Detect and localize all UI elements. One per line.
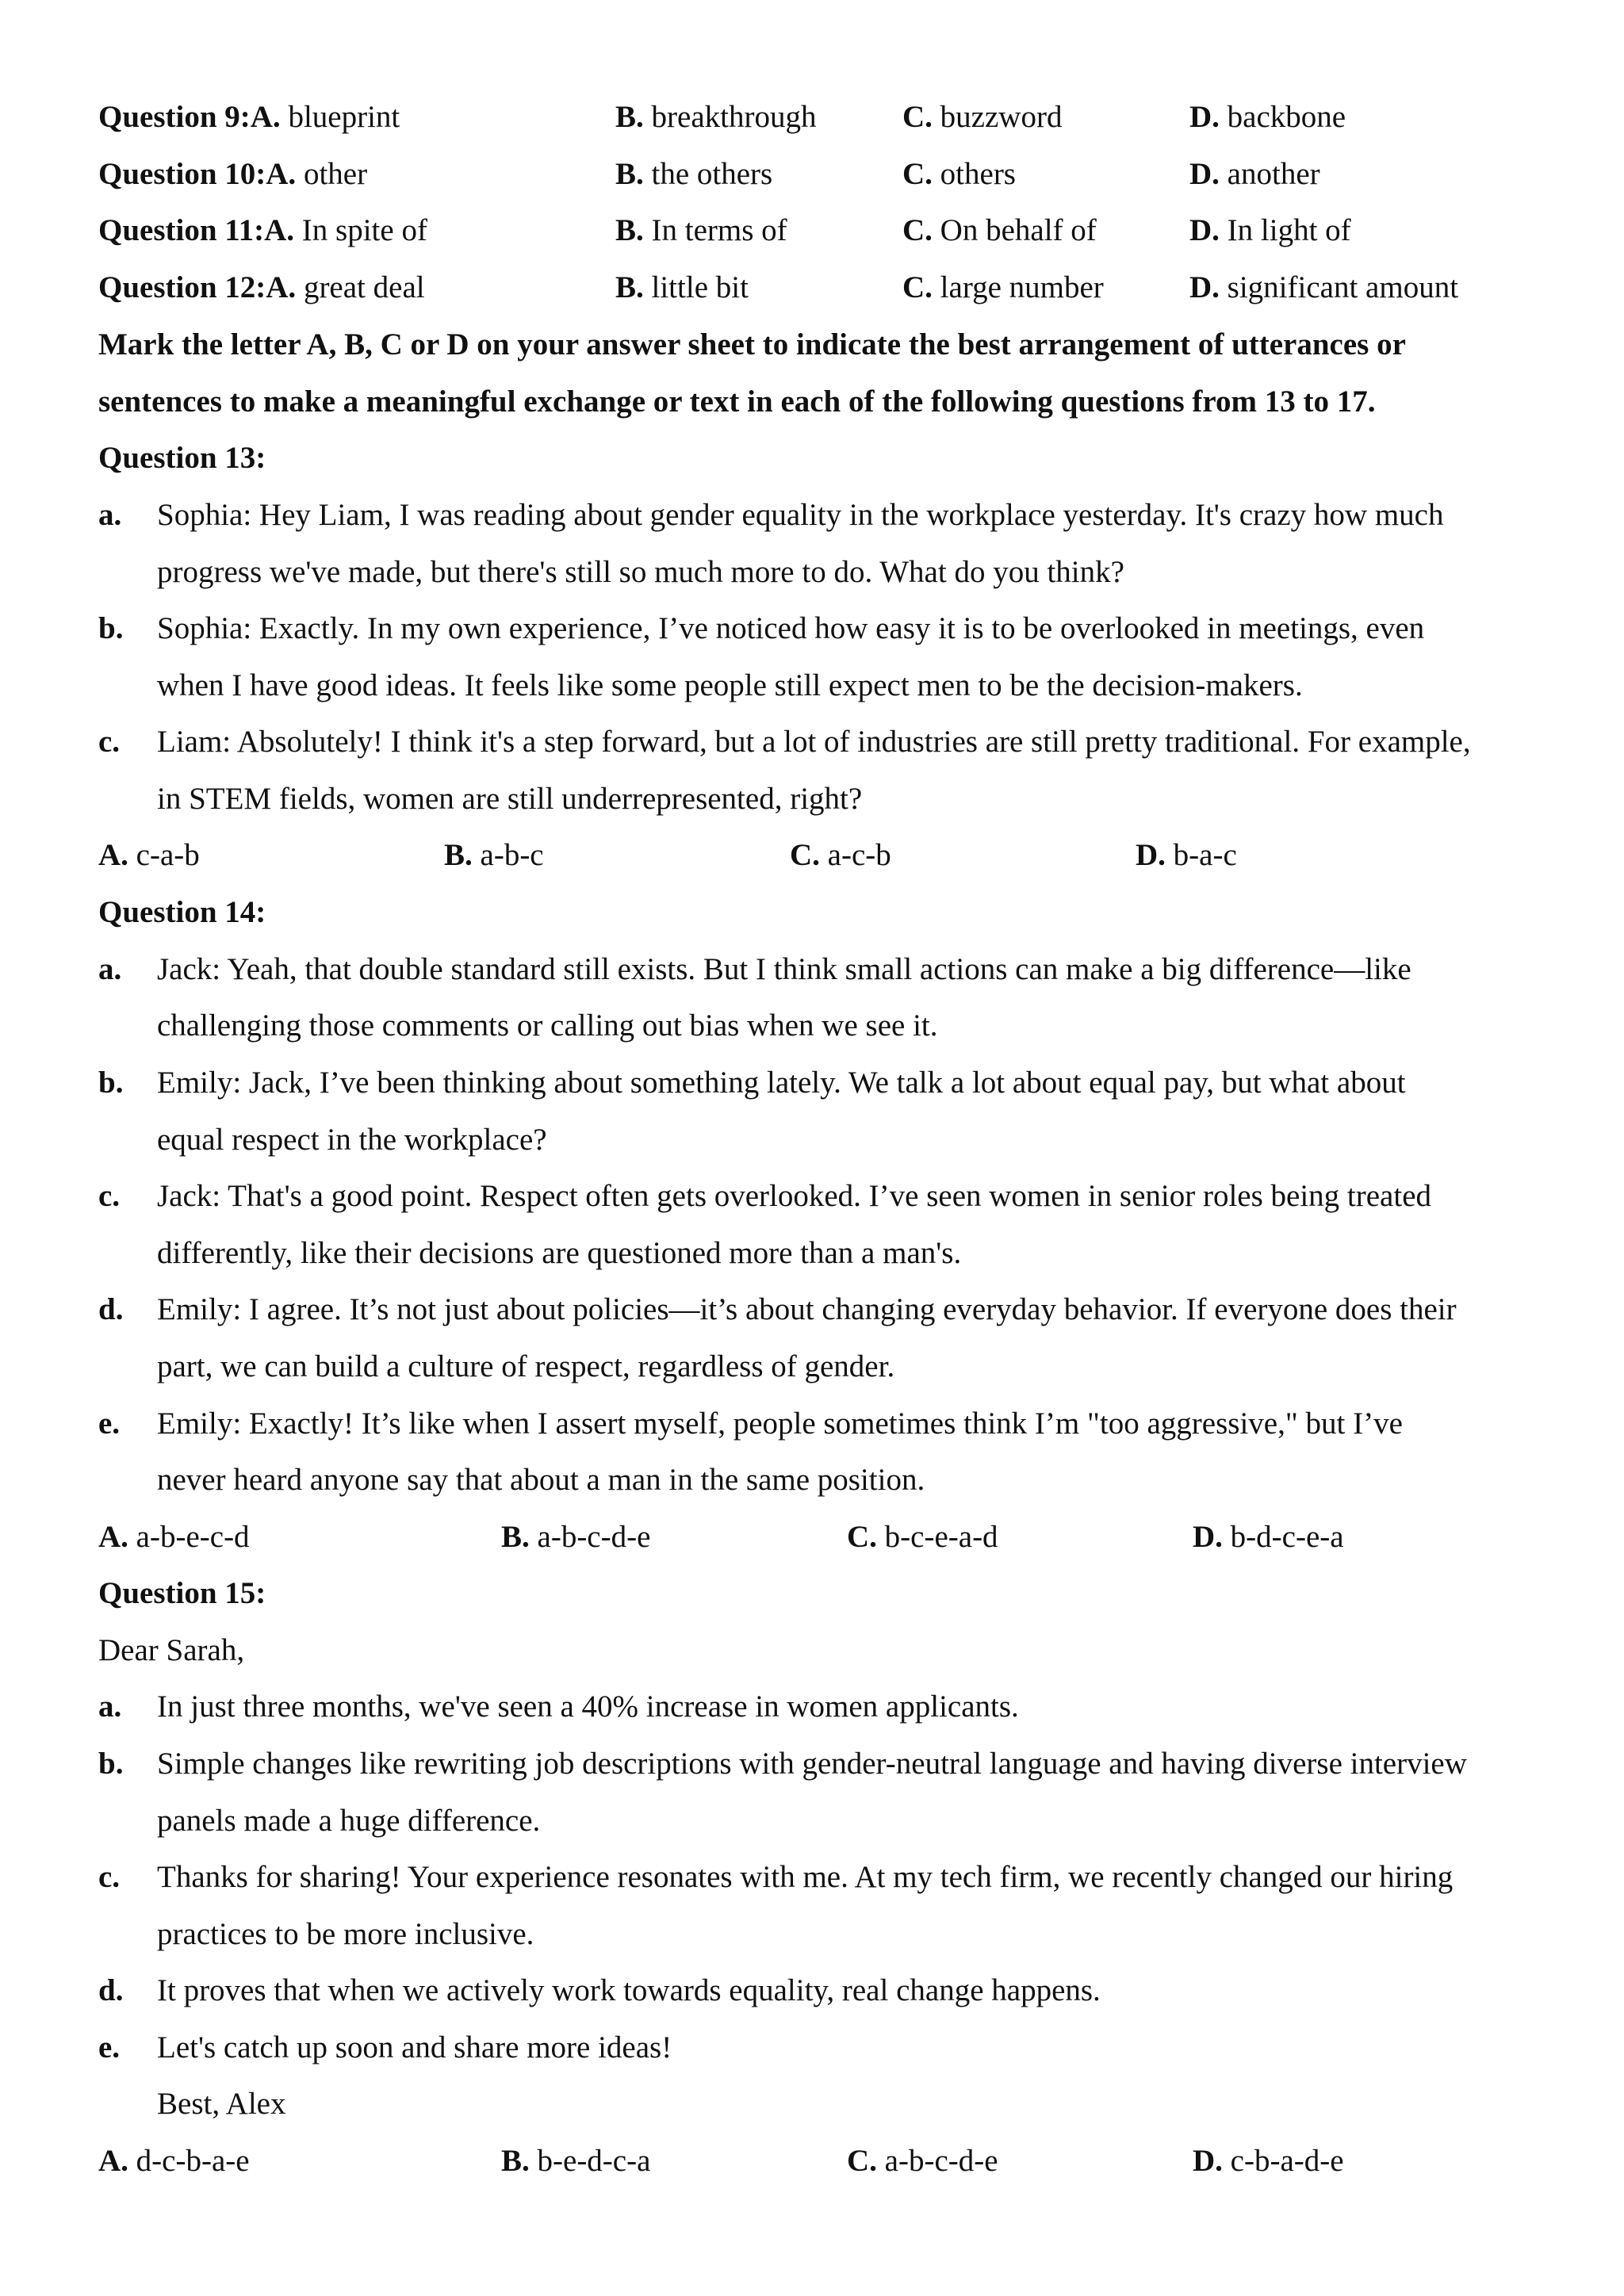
item-text: Simple changes like rewriting job descriptions with gender-neutral language and having diverse interview: [157, 1747, 1467, 1781]
option-letter: B.: [615, 213, 644, 247]
option-letter: A.: [266, 157, 297, 191]
option-text: a-c-b: [827, 838, 891, 872]
item-letter: d.: [98, 1973, 124, 2007]
question-11-row: [0, 215, 1624, 254]
item-text: when I have good ideas. It feels like some people still expect men to be the decision-makers.: [157, 668, 1303, 702]
option-letter: D.: [1189, 270, 1220, 304]
option-text: a-b-e-c-d: [136, 1520, 250, 1554]
option-text: other: [303, 157, 368, 191]
option-text: backbone: [1227, 100, 1346, 134]
item-text: part, we can build a culture of respect, regardless of gender.: [157, 1349, 895, 1383]
option-letter: C.: [902, 270, 933, 304]
option-letter: C.: [847, 2144, 877, 2178]
option-text: another: [1227, 157, 1320, 191]
item-letter: e.: [98, 1406, 121, 1441]
item-text: In just three months, we've seen a 40% increase in women applicants.: [157, 1689, 1019, 1724]
option-text: significant amount: [1227, 270, 1459, 304]
question-12-row: [0, 272, 1624, 312]
option-text: b-c-e-a-d: [884, 1520, 998, 1554]
option-text: b-e-d-c-a: [537, 2144, 651, 2178]
option-letter: B.: [444, 838, 473, 872]
question-label: Question 12:: [98, 270, 266, 304]
question-15-answers: [0, 2145, 1624, 2185]
option-letter: C.: [902, 157, 933, 191]
option-letter: B.: [501, 2144, 530, 2178]
option-letter: D.: [1189, 157, 1220, 191]
item-letter: c.: [98, 1179, 121, 1213]
option-letter: B.: [615, 157, 644, 191]
option-letter: A.: [98, 838, 128, 872]
item-text: Sophia: Exactly. In my own experience, I’ve noticed how easy it is to be overlooked in meetings, even: [157, 611, 1425, 645]
item-text: Liam: Absolutely! I think it's a step forward, but a lot of industries are still pretty traditional. For example,: [157, 725, 1471, 759]
item-letter: b.: [98, 1747, 124, 1781]
option-text: large number: [940, 270, 1104, 304]
option-text: d-c-b-a-e: [136, 2144, 250, 2178]
question-14-answers: [0, 1521, 1624, 1561]
option-letter: A.: [250, 100, 281, 134]
item-text: panels made a huge difference.: [157, 1804, 541, 1838]
question-label: Question 10:: [98, 157, 266, 191]
item-text: progress we've made, but there's still so much more to do. What do you think?: [157, 555, 1124, 589]
item-text: Emily: Jack, I’ve been thinking about something lately. We talk a lot about equal pay, but what about: [157, 1066, 1406, 1100]
option-text: On behalf of: [940, 213, 1097, 247]
item-letter: a.: [98, 498, 122, 532]
option-letter: D.: [1193, 2144, 1223, 2178]
item-text: Emily: Exactly! It’s like when I assert myself, people sometimes think I’m "too aggressive," but I’ve: [157, 1406, 1403, 1441]
option-text: buzzword: [940, 100, 1063, 134]
option-letter: C.: [847, 1520, 877, 1554]
option-letter: B.: [501, 1520, 530, 1554]
option-text: great deal: [303, 270, 425, 304]
item-text: Emily: I agree. It’s not just about policies—it’s about changing everyday behavior. If everyone does their: [157, 1292, 1457, 1326]
letter-signoff: Best, Alex: [157, 2087, 286, 2121]
option-letter: D.: [1136, 838, 1166, 872]
option-text: little bit: [651, 270, 749, 304]
item-text: It proves that when we actively work towards equality, real change happens.: [157, 1973, 1101, 2007]
option-letter: A.: [264, 213, 295, 247]
option-text: a-b-c-d-e: [537, 1520, 651, 1554]
letter-greeting: Dear Sarah,: [98, 1633, 245, 1667]
item-text: Thanks for sharing! Your experience resonates with me. At my tech firm, we recently changed our hiring: [157, 1860, 1454, 1894]
item-text: Sophia: Hey Liam, I was reading about gender equality in the workplace yesterday. It's crazy how much: [157, 498, 1444, 532]
option-letter: D.: [1193, 1520, 1223, 1554]
option-letter: B.: [615, 100, 644, 134]
option-letter: A.: [266, 270, 297, 304]
item-text: practices to be more inclusive.: [157, 1917, 534, 1951]
item-text: differently, like their decisions are questioned more than a man's.: [157, 1236, 962, 1270]
item-text: in STEM fields, women are still underrepresented, right?: [157, 782, 863, 816]
option-text: b-a-c: [1173, 838, 1237, 872]
option-letter: A.: [98, 1520, 128, 1554]
instruction-line-1: Mark the letter A, B, C or D on your answer sheet to indicate the best arrangement of utterances or: [98, 327, 1406, 362]
option-text: others: [940, 157, 1016, 191]
item-letter: a.: [98, 952, 122, 986]
item-text: challenging those comments or calling out bias when we see it.: [157, 1008, 938, 1043]
item-letter: e.: [98, 2030, 121, 2064]
item-text: Let's catch up soon and share more ideas!: [157, 2030, 672, 2064]
item-letter: c.: [98, 1860, 121, 1894]
question-9-row: [0, 101, 1624, 141]
item-letter: a.: [98, 1689, 122, 1724]
question-13-title: Question 13:: [98, 441, 266, 475]
item-text: Jack: That's a good point. Respect often gets overlooked. I’ve seen women in senior roles being treated: [157, 1179, 1432, 1213]
option-text: c-b-a-d-e: [1230, 2144, 1344, 2178]
option-letter: C.: [902, 213, 933, 247]
option-letter: C.: [790, 838, 820, 872]
option-text: In light of: [1227, 213, 1351, 247]
option-text: the others: [651, 157, 773, 191]
item-text: equal respect in the workplace?: [157, 1123, 547, 1157]
option-text: breakthrough: [651, 100, 817, 134]
option-text: In terms of: [651, 213, 787, 247]
item-letter: c.: [98, 725, 121, 759]
option-letter: C.: [902, 100, 933, 134]
item-letter: b.: [98, 611, 124, 645]
item-letter: b.: [98, 1066, 124, 1100]
option-letter: A.: [98, 2144, 128, 2178]
item-letter: d.: [98, 1292, 124, 1326]
option-letter: B.: [615, 270, 644, 304]
question-13-answers: [0, 840, 1624, 879]
question-14-title: Question 14:: [98, 895, 266, 929]
option-letter: D.: [1189, 100, 1220, 134]
option-text: In spite of: [301, 213, 427, 247]
question-10-row: [0, 159, 1624, 198]
option-text: blueprint: [288, 100, 400, 134]
item-text: Jack: Yeah, that double standard still exists. But I think small actions can make a big difference—like: [157, 952, 1411, 986]
question-label: Question 9:: [98, 100, 251, 134]
option-text: b-d-c-e-a: [1230, 1520, 1344, 1554]
instruction-line-2: sentences to make a meaningful exchange or text in each of the following questions from 13 to 17.: [98, 385, 1376, 419]
option-letter: D.: [1189, 213, 1220, 247]
option-text: a-b-c: [480, 838, 544, 872]
item-text: never heard anyone say that about a man in the same position.: [157, 1463, 925, 1497]
option-text: a-b-c-d-e: [884, 2144, 998, 2178]
option-text: c-a-b: [136, 838, 200, 872]
question-label: Question 11:: [98, 213, 265, 247]
question-15-title: Question 15:: [98, 1576, 266, 1610]
